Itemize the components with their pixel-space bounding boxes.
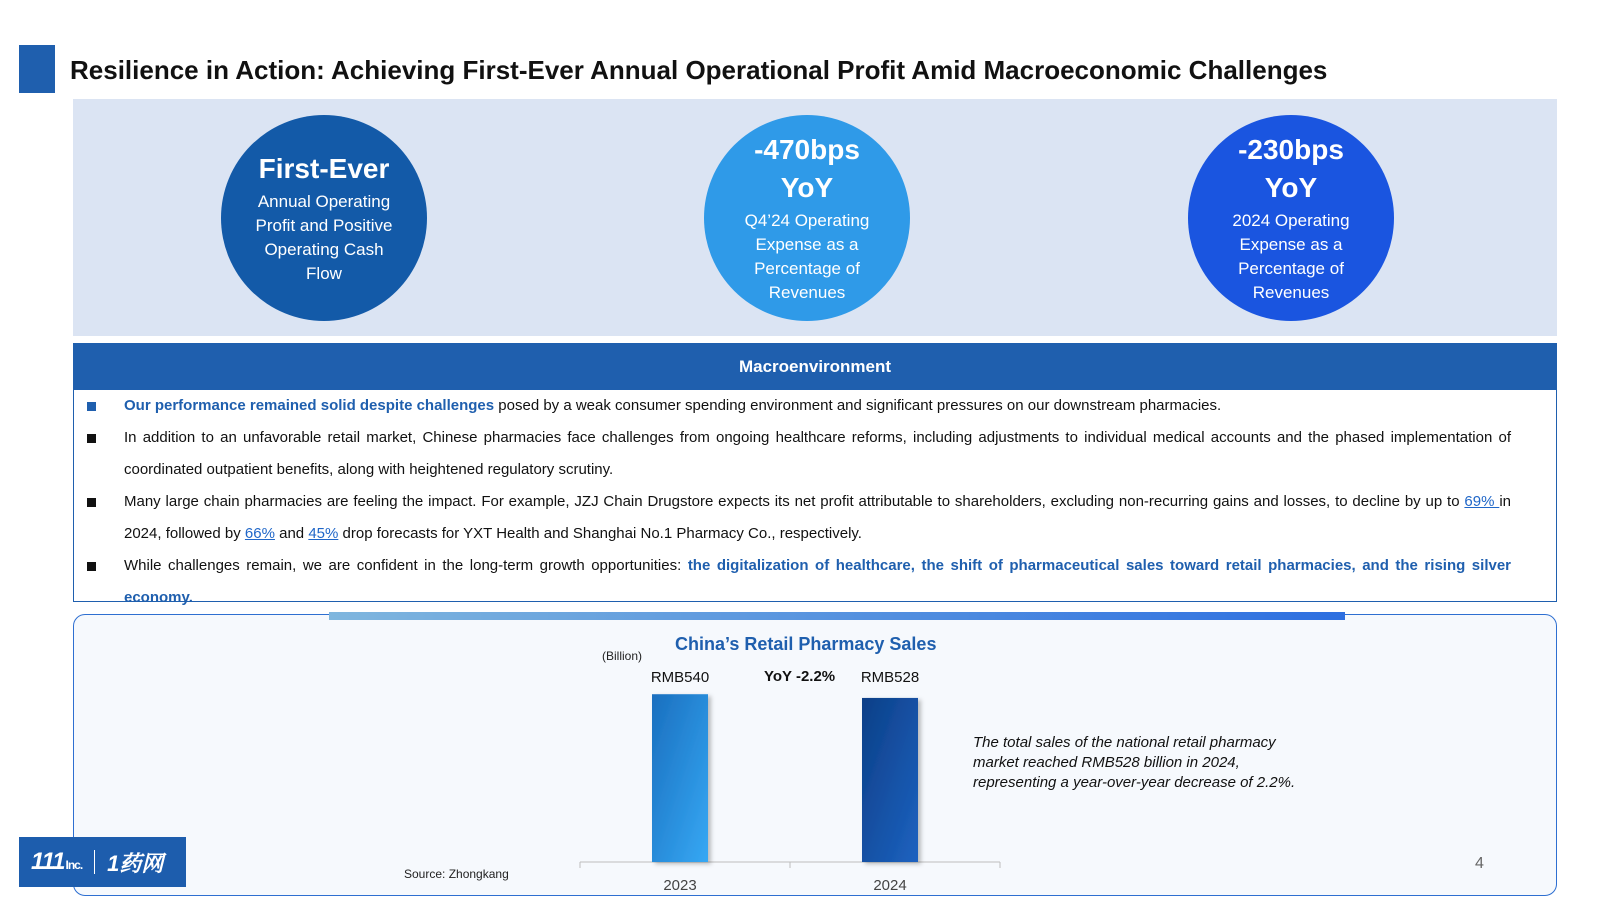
kpi-description: 2024 Operating Expense as a Percentage of Revenues xyxy=(1232,211,1350,302)
macroenvironment-section xyxy=(73,343,1557,606)
kpi-headline: -230bps xyxy=(1238,134,1344,165)
bullet-healthcare-reforms xyxy=(74,422,1511,486)
title-accent-square xyxy=(19,45,55,93)
macro-bullet-list xyxy=(74,390,1556,614)
kpi-headline-yoy: YoY xyxy=(780,172,834,203)
chart-title: China’s Retail Pharmacy Sales xyxy=(675,634,937,654)
link-jzj-69[interactable]: 69% xyxy=(1464,493,1500,510)
page-number: 4 xyxy=(1475,855,1484,872)
kpi-headline: -470bps xyxy=(754,134,860,165)
bullet-chain-pharmacies xyxy=(74,486,1511,550)
link-shanghai-45[interactable]: 45% xyxy=(308,525,339,542)
value-label-2024: RMB528 xyxy=(860,669,920,686)
category-label-2023: 2023 xyxy=(663,877,697,894)
source-note: Source: Zhongkang xyxy=(404,867,509,881)
kpi-headline-yoy: YoY xyxy=(1264,172,1318,203)
logo-111-inc: 111Inc. xyxy=(31,848,83,875)
bullet-performance xyxy=(74,390,1511,422)
page-title: Resilience in Action: Achieving First-Ever Annual Operational Profit Amid Macroeconomic Challenges xyxy=(70,55,1328,85)
bullet-text: posed by a weak consumer spending environment and significant pressures on our downstream pharmacies. xyxy=(494,397,1222,414)
chart-note: The total sales of the national retail pharmacy market reached RMB528 billion in 2024, representing a year-over-year decrease of 2.2%. xyxy=(973,734,1296,791)
bullet-highlight: Our performance remained solid despite challenges xyxy=(124,397,495,414)
chart-unit-label: (Billion) xyxy=(602,649,643,663)
kpi-circle-2024-opex xyxy=(1188,115,1394,321)
logo-divider xyxy=(94,850,95,874)
logo-1yaowang: 1药网 xyxy=(107,850,164,876)
link-yxt-66[interactable]: 66% xyxy=(244,525,275,542)
macroenvironment-header: Macroenvironment xyxy=(74,344,1556,390)
bar-2023 xyxy=(652,694,708,862)
bullet-text: While challenges remain, we are confident in the long-term growth opportunities: xyxy=(124,557,688,574)
square-bullet-icon xyxy=(87,562,96,571)
bar-2024 xyxy=(862,698,918,862)
bullet-text: In addition to an unfavorable retail market, Chinese pharmacies face challenges from ongoing healthcare reforms, including adjustments to individual medical accounts and the phased implementation of coordinated outpatient benefits, along with heightened regulatory scrutiny. xyxy=(124,429,1511,478)
square-bullet-icon xyxy=(87,498,96,507)
bullet-text: Many large chain pharmacies are feeling the impact. For example, JZJ Chain Drugstore expects its net profit attributable to shareholders, excluding non-recurring gains and losses, to decline by up to xyxy=(124,493,1465,510)
yoy-annotation: YoY -2.2% xyxy=(764,668,836,685)
bullet-text: drop forecasts for YXT Health and Shanghai No.1 Pharmacy Co., respectively. xyxy=(338,525,862,542)
gradient-accent-bar xyxy=(329,612,1345,620)
bullet-text: in 2024, followed by xyxy=(124,493,1511,542)
kpi-description: Annual Operating Profit and Positive Operating Cash Flow xyxy=(255,192,393,283)
bullet-highlight: the digitalization of healthcare, the shift of pharmaceutical sales toward retail pharmacies, and the rising silver economy. xyxy=(124,557,1512,606)
category-label-2024: 2024 xyxy=(873,877,907,894)
company-logo xyxy=(19,837,186,887)
kpi-circle-q4-opex xyxy=(704,115,910,321)
kpi-description: Q4’24 Operating Expense as a Percentage of Revenues xyxy=(744,211,870,302)
bullet-growth-opportunities xyxy=(74,550,1511,614)
square-bullet-icon xyxy=(87,402,96,411)
square-bullet-icon xyxy=(87,434,96,443)
bullet-text: and xyxy=(274,525,309,542)
kpi-headline: First-Ever xyxy=(258,153,390,184)
kpi-circle-first-ever xyxy=(221,115,427,321)
value-label-2023: RMB540 xyxy=(650,669,710,686)
retail-pharmacy-bar-chart xyxy=(560,660,1010,900)
